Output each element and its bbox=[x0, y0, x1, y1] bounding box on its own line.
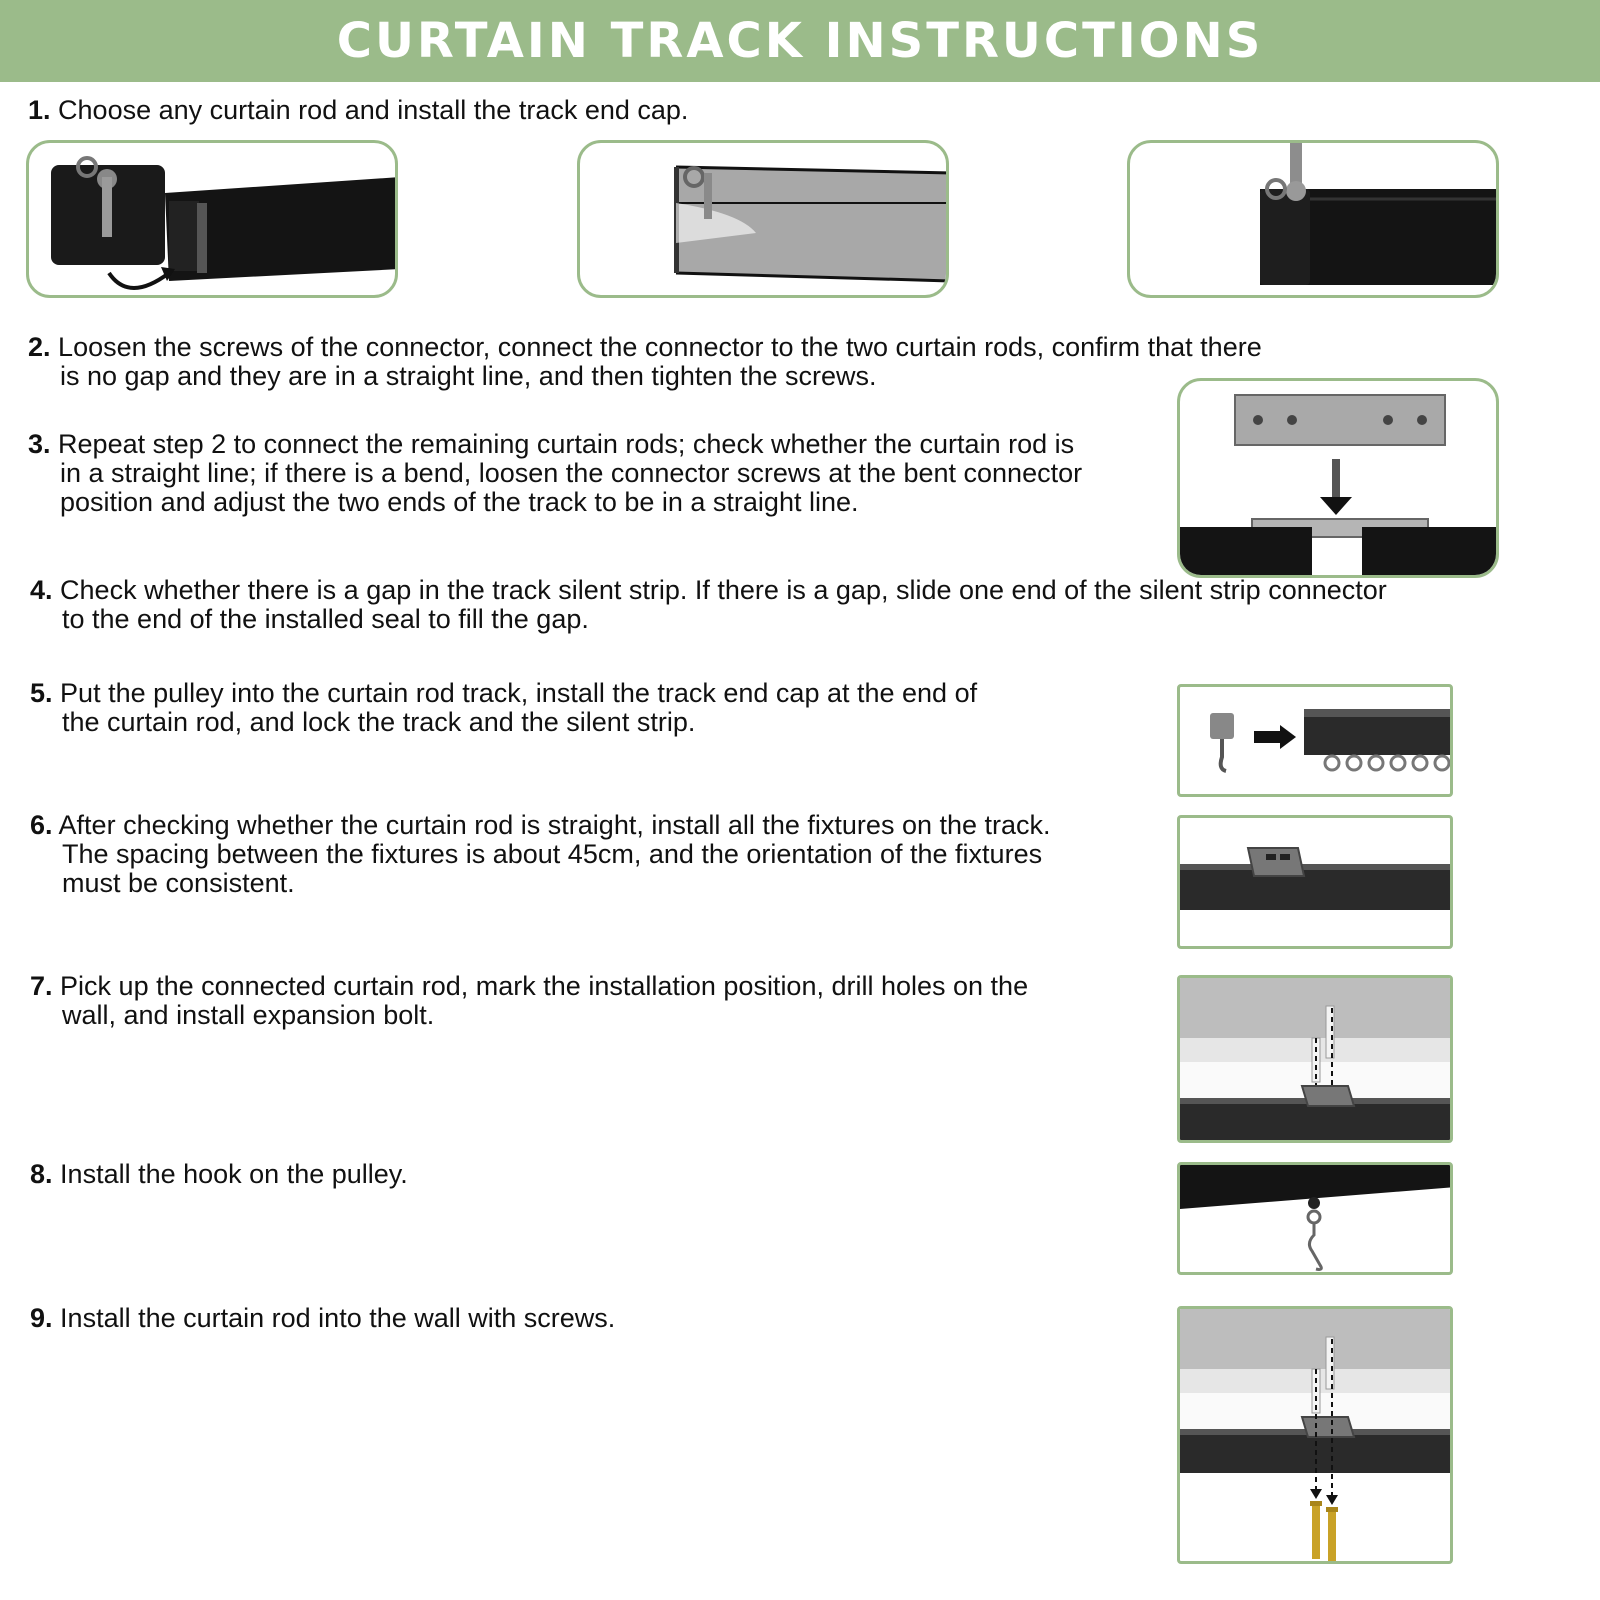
step-9 bbox=[30, 1304, 615, 1333]
step-number: 4. bbox=[30, 575, 53, 605]
step-text-line2: in a straight line; if there is a bend, loosen the connector screws at the bent connector bbox=[60, 458, 1083, 488]
step-text: After checking whether the curtain rod is straight, install all the fixtures on the track. bbox=[58, 810, 1051, 840]
step-text-line2: to the end of the installed seal to fill the gap. bbox=[62, 604, 589, 634]
step-text: Repeat step 2 to connect the remaining curtain rods; check whether the curtain rod is bbox=[58, 429, 1075, 459]
step-text-line2: wall, and install expansion bolt. bbox=[62, 1000, 435, 1030]
step-text: Check whether there is a gap in the track silent strip. If there is a gap, slide one end of the silent strip connector bbox=[60, 575, 1387, 605]
step-9-image-screws bbox=[1177, 1306, 1453, 1564]
step-5-image-pulley bbox=[1177, 684, 1453, 797]
step-8 bbox=[30, 1160, 408, 1189]
step-text: Choose any curtain rod and install the track end cap. bbox=[58, 95, 689, 125]
step-text-line2: is no gap and they are in a straight line, and then tighten the screws. bbox=[60, 361, 877, 391]
step-number: 5. bbox=[30, 678, 53, 708]
step-number: 9. bbox=[30, 1303, 53, 1333]
step-4 bbox=[30, 576, 1387, 634]
step-text: Pick up the connected curtain rod, mark the installation position, drill holes on the bbox=[60, 971, 1029, 1001]
step-6-image-fixtures bbox=[1177, 815, 1453, 949]
step-number: 7. bbox=[30, 971, 53, 1001]
step-8-image-hook bbox=[1177, 1162, 1453, 1275]
step-text-line3: position and adjust the two ends of the track to be in a straight line. bbox=[60, 487, 859, 517]
step-text-line2: The spacing between the fixtures is about 45cm, and the orientation of the fixtures bbox=[62, 839, 1043, 869]
step-number: 1. bbox=[28, 95, 51, 125]
step-text-line3: must be consistent. bbox=[62, 868, 295, 898]
step-7-image-expansion-bolt bbox=[1177, 975, 1453, 1143]
step-2-3-image-connector bbox=[1177, 378, 1499, 578]
step-6 bbox=[30, 811, 1051, 898]
step-1-image-track-capped bbox=[1127, 140, 1499, 298]
step-2 bbox=[28, 333, 1262, 391]
step-number: 8. bbox=[30, 1159, 53, 1189]
step-1-image-end-cap bbox=[26, 140, 398, 298]
step-text: Install the curtain rod into the wall with screws. bbox=[60, 1303, 616, 1333]
step-3 bbox=[28, 430, 1082, 517]
title-banner bbox=[0, 0, 1600, 82]
step-1 bbox=[28, 96, 688, 125]
step-7 bbox=[30, 972, 1028, 1030]
step-text-line2: the curtain rod, and lock the track and the silent strip. bbox=[62, 707, 696, 737]
step-text: Loosen the screws of the connector, connect the connector to the two curtain rods, confirm that there bbox=[58, 332, 1262, 362]
step-text: Install the hook on the pulley. bbox=[60, 1159, 408, 1189]
step-text: Put the pulley into the curtain rod track, install the track end cap at the end of bbox=[60, 678, 978, 708]
step-number: 3. bbox=[28, 429, 51, 459]
step-5 bbox=[30, 679, 977, 737]
step-number: 2. bbox=[28, 332, 51, 362]
step-number: 6. bbox=[30, 810, 53, 840]
step-1-image-track-transparent bbox=[577, 140, 949, 298]
page-title: CURTAIN TRACK INSTRUCTIONS bbox=[336, 13, 1264, 69]
